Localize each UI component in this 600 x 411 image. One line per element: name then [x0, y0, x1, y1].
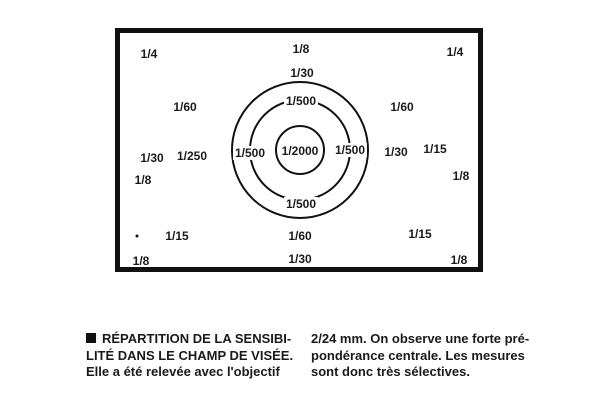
label-ring-left: 1/500	[234, 146, 266, 160]
label-right-lower: 1/8	[452, 169, 470, 183]
label-outer-ring-top: 1/500	[285, 94, 317, 108]
label-center: 1/2000	[281, 144, 319, 158]
label-lower-center: 1/60	[288, 229, 312, 243]
label-mid-right-outer: 1/15	[423, 142, 447, 156]
label-ring-right: 1/500	[334, 143, 366, 157]
caption-line-1: RÉPARTITION DE LA SENSIBI-	[102, 331, 292, 346]
caption-right-column	[311, 331, 529, 381]
label-mid-left-outer: 1/30	[140, 151, 164, 165]
square-bullet-icon	[86, 333, 96, 343]
dust-speck	[136, 235, 139, 238]
label-mid-right-inner: 1/30	[384, 145, 408, 159]
label-upper-right: 1/60	[390, 100, 414, 114]
label-bottom-right: 1/8	[450, 253, 468, 267]
caption-line-2: LITÉ DANS LE CHAMP DE VISÉE.	[86, 347, 294, 363]
label-upper-center: 1/30	[290, 66, 314, 80]
label-upper-left: 1/60	[173, 100, 197, 114]
label-top-center: 1/8	[292, 42, 310, 56]
label-lower-right: 1/15	[408, 227, 432, 241]
caption-left-column	[86, 331, 293, 381]
caption-line-6: sont donc très sélectives.	[311, 364, 470, 379]
caption-line-3: Elle a été relevée avec l'objectif	[86, 364, 280, 379]
label-lower-left: 1/15	[165, 229, 189, 243]
label-top-right: 1/4	[446, 45, 464, 59]
label-bottom-left: 1/8	[132, 254, 150, 268]
label-bottom-center: 1/30	[288, 252, 312, 266]
label-left-lower: 1/8	[134, 173, 152, 187]
caption-line-5: pondérance centrale. Les mesures	[311, 347, 525, 363]
label-outer-ring-bottom: 1/500	[285, 197, 317, 211]
label-mid-left-inner: 1/250	[176, 149, 208, 163]
caption-line-4: 2/24 mm. On observe une forte pré-	[311, 331, 530, 346]
label-top-left: 1/4	[140, 47, 158, 61]
